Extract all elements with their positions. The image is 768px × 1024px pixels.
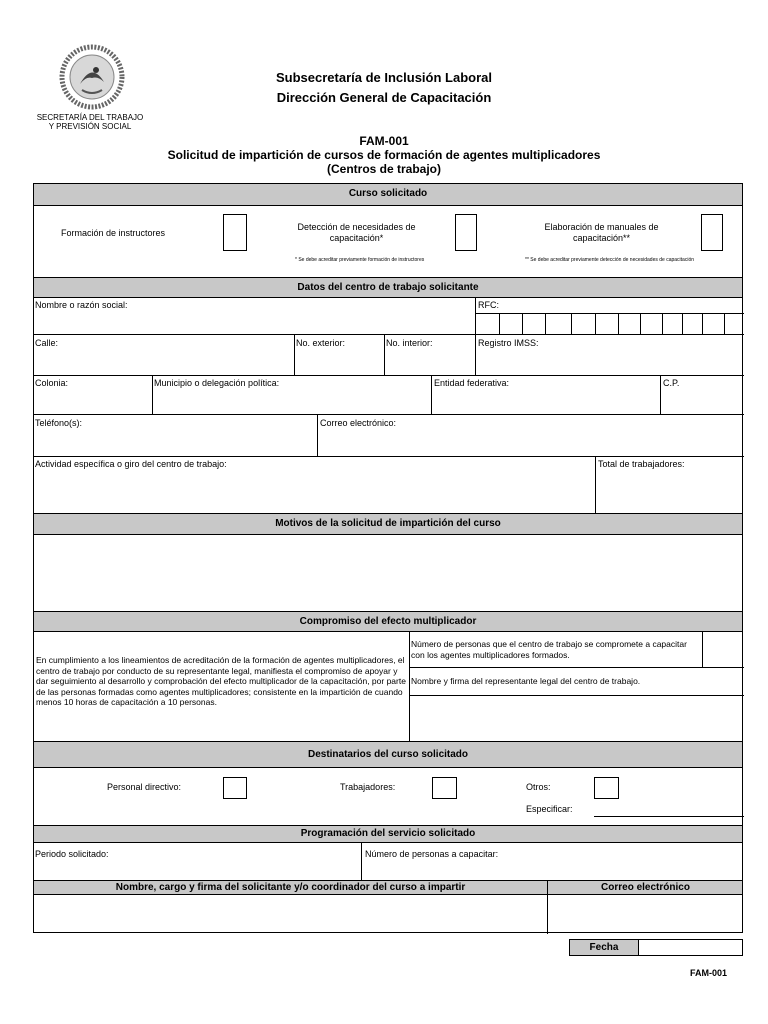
correo-electronico-label: Correo electrónico: <box>320 418 397 428</box>
agency-line-1: SECRETARÍA DEL TRABAJO <box>36 113 144 122</box>
actividad-label: Actividad específica o giro del centro de trabajo: <box>35 459 227 469</box>
telefono-label: Teléfono(s): <box>35 418 83 428</box>
footer-form-code: FAM-001 <box>690 968 728 978</box>
destinatarios-header: Destinatarios del curso solicitado <box>34 741 742 768</box>
numero-personas-capacitar-label: Número de personas a capacitar: <box>365 849 499 859</box>
trabajadores-checkbox[interactable] <box>432 777 457 799</box>
motivos-text-area[interactable] <box>34 535 744 611</box>
subsecretaria-title: Subsecretaría de Inclusión Laboral <box>275 70 492 85</box>
trabajadores-label: Trabajadores: <box>340 782 396 792</box>
compromiso-paragraph: En cumplimiento a los lineamientos de acreditación de la formación de agentes multiplicadores, el centro de trabajo por conducto de su representante legal, manifiesta el compromiso de apoyar y dar seguimiento al desarrollo y comprobación del efecto multiplicador de la capacitación, por parte de las personas formadas como agentes multiplicadores; consistente en la impartición de cuando menos 10 horas de capacitación a 10 personas. <box>36 655 406 707</box>
fecha-field[interactable] <box>569 939 743 956</box>
fecha-label: Fecha <box>570 940 639 955</box>
motivos-header: Motivos de la solicitud de impartición del curso <box>34 513 742 535</box>
no-exterior-label: No. exterior: <box>296 338 346 348</box>
formacion-instructores-checkbox[interactable] <box>223 214 247 251</box>
personal-directivo-checkbox[interactable] <box>223 777 247 799</box>
cp-label: C.P. <box>663 378 680 388</box>
personal-directivo-label: Personal directivo: <box>107 782 182 792</box>
no-interior-label: No. interior: <box>386 338 433 348</box>
formacion-instructores-label: Formación de instructores <box>61 228 166 238</box>
programacion-header: Programación del servicio solicitado <box>34 825 742 843</box>
direccion-title: Dirección General de Capacitación <box>276 90 492 105</box>
calle-label: Calle: <box>35 338 59 348</box>
compromiso-header: Compromiso del efecto multiplicador <box>34 611 742 632</box>
otros-checkbox[interactable] <box>594 777 619 799</box>
firma-representante-label: Nombre y firma del representante legal del centro de trabajo. <box>411 676 641 686</box>
total-trabajadores-label: Total de trabajadores: <box>598 459 685 469</box>
note-deteccion: * Se debe acreditar previamente formación de instructores <box>295 257 425 263</box>
deteccion-necesidades-checkbox[interactable] <box>455 214 477 251</box>
note-elaboracion: ** Se debe acreditar previamente detección de necesidades de capacitación <box>525 257 694 263</box>
registro-imss-label: Registro IMSS: <box>478 338 539 348</box>
otros-label: Otros: <box>526 782 551 792</box>
especificar-label: Especificar: <box>526 804 573 814</box>
colonia-label: Colonia: <box>35 378 69 388</box>
entidad-federativa-label: Entidad federativa: <box>434 378 510 388</box>
rfc-label: RFC: <box>478 300 499 310</box>
solicitante-band-label: Nombre, cargo y firma del solicitante y/o coordinador del curso a impartir <box>115 882 466 893</box>
municipio-label: Municipio o delegación política: <box>154 378 280 388</box>
curso-solicitado-header: Curso solicitado <box>34 184 742 206</box>
correo-band-label: Correo electrónico <box>601 882 690 893</box>
periodo-solicitado-label: Periodo solicitado: <box>35 849 109 859</box>
form-code: FAM-001 <box>359 134 409 148</box>
elaboracion-manuales-checkbox[interactable] <box>701 214 723 251</box>
especificar-line[interactable] <box>594 816 744 817</box>
application-form <box>33 183 743 933</box>
deteccion-necesidades-label: Detección de necesidades de capacitación* <box>297 222 416 243</box>
datos-centro-header: Datos del centro de trabajo solicitante <box>34 277 742 298</box>
form-title: Solicitud de impartición de cursos de formación de agentes multiplicadores <box>167 148 601 162</box>
agency-name <box>20 113 160 131</box>
nombre-razon-social-label: Nombre o razón social: <box>35 300 128 310</box>
form-subtitle: (Centros de trabajo) <box>326 162 441 176</box>
numero-personas-compromiso-label: Número de personas que el centro de trabajo se compromete a capacitar con los agentes multiplicadores formados. <box>411 639 687 660</box>
elaboracion-manuales-label: Elaboración de manuales de capacitación** <box>544 222 659 243</box>
agency-line-2: Y PREVISIÓN SOCIAL <box>48 122 132 131</box>
firma-solicitante-header <box>34 880 742 895</box>
